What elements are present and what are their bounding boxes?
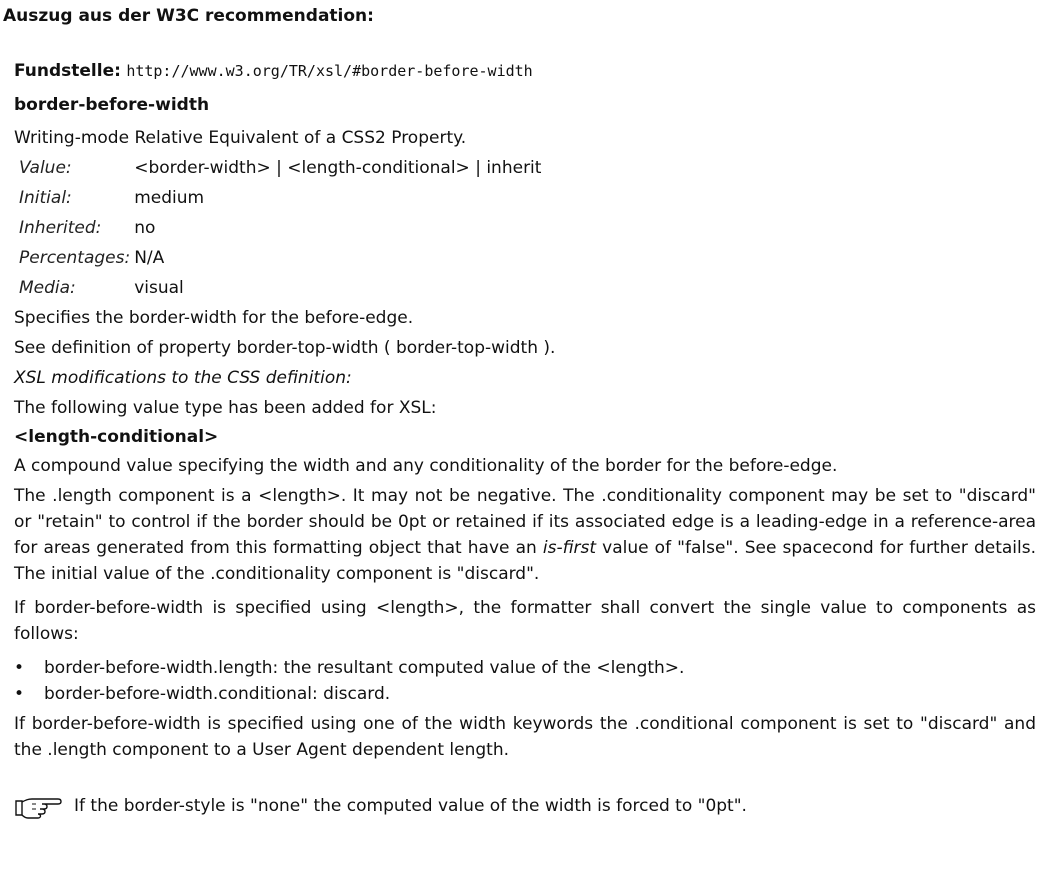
note-text: If the border-style is "none" the computed value of the width is forced to "0pt". <box>74 796 747 816</box>
length-para-part1: The .length component is a <length>. It may not be negative. The .conditionality component may be set to "discard" or "retain" to control if the border should be 0pt or retained if its associated edge is a leading-edge in a reference-area for areas generated from this formatting object that have an <box>14 486 1036 558</box>
source-reference <box>14 58 1036 84</box>
convert-paragraph: If border-before-width is specified using <length>, the formatter shall convert the single value to components as follows: <box>14 598 1036 644</box>
spec-excerpt <box>14 58 1036 821</box>
added-value-text: The following value type has been added for XSL: <box>14 398 437 418</box>
see-definition-text: See definition of property border-top-width ( border-top-width ). <box>14 338 556 358</box>
bullet-icon: • <box>14 684 25 704</box>
list-item-text: border-before-width.length: the resultant computed value of the <length>. <box>44 658 685 678</box>
xsl-modifications-heading: XSL modifications to the CSS definition: <box>14 368 352 388</box>
list-item <box>14 681 1036 707</box>
pointing-hand-icon <box>14 795 62 819</box>
keywords-paragraph: If border-before-width is specified using one of the width keywords the .conditional component is set to "discard" and the .length component to a User Agent dependent length. <box>14 714 1036 760</box>
property-key: Initial: <box>19 188 72 208</box>
property-row <box>17 213 543 243</box>
property-value: visual <box>134 278 184 298</box>
property-value: N/A <box>134 248 165 268</box>
property-key: Media: <box>19 278 76 298</box>
property-key: Percentages: <box>19 248 131 268</box>
property-table <box>17 153 543 303</box>
property-subtitle: Writing-mode Relative Equivalent of a CSS2 Property. <box>14 128 467 148</box>
property-value: <border-width> | <length-conditional> | inherit <box>134 158 542 178</box>
specifies-text: Specifies the border-width for the before-edge. <box>14 308 414 328</box>
property-name: border-before-width <box>14 95 210 115</box>
length-conditional-term: <length-conditional> <box>14 427 219 447</box>
note-block <box>14 791 1036 821</box>
compound-definition: A compound value specifying the width and any conditionality of the border for the before-edge. <box>14 456 838 476</box>
property-value: no <box>134 218 156 238</box>
length-component-paragraph <box>14 483 1036 587</box>
property-row <box>17 153 543 183</box>
is-first-term: is-first <box>542 538 597 558</box>
source-label: Fundstelle: <box>14 61 121 81</box>
list-item-text: border-before-width.conditional: discard. <box>44 684 391 704</box>
length-para-part2: value of "false". See spacecond for further details. The initial value of the .conditionality component is "discard". <box>14 538 1036 584</box>
property-row <box>17 273 543 303</box>
property-key: Inherited: <box>19 218 102 238</box>
property-value: medium <box>134 188 205 208</box>
bullet-icon: • <box>14 658 25 678</box>
page-heading: Auszug aus der W3C recommendation: <box>3 6 374 26</box>
list-item <box>14 655 1036 681</box>
property-key: Value: <box>19 158 72 178</box>
source-url: http://www.w3.org/TR/xsl/#border-before-width <box>126 62 533 80</box>
component-list <box>14 655 1036 707</box>
property-row <box>17 243 543 273</box>
property-row <box>17 183 543 213</box>
